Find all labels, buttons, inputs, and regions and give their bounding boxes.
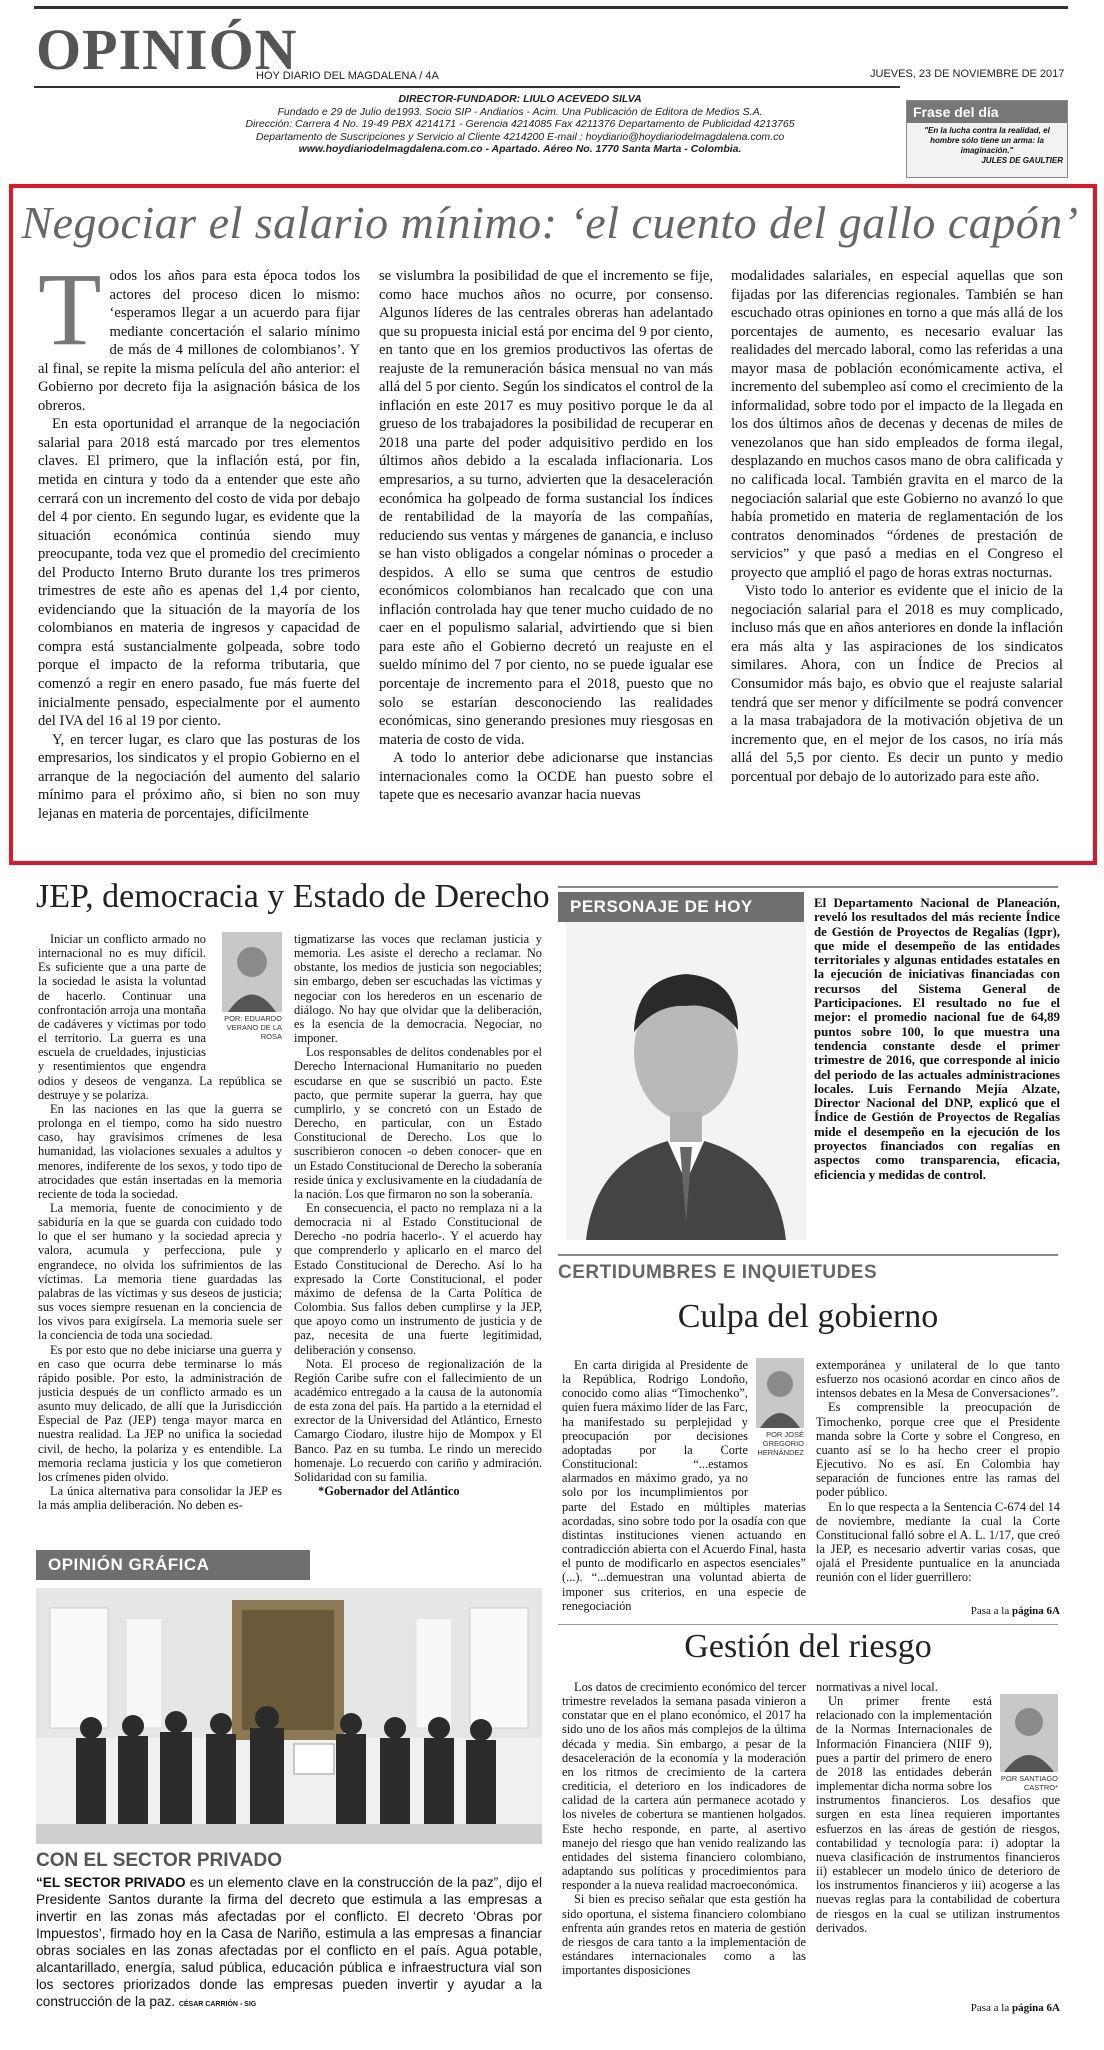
personaje-paragraph: El Departamento Nacional de Planeación, reveló los resultados del más reciente Índice de Gestión de Proyectos de Regalías (Igpr), que mide el desempeño de las entidades territoriales y algunas entidades estatales en la ejecución de iniciativas financiadas con recursos del Sistema General de Participaciones. El resultado no fue el mejor: el promedio nacional fue de 64,89 puntos sobre 100, lo que muestra una tendencia constante desde el primer trimestre de 2016, que corresponde al inicio del periodo de las actuales administraciones locales. Luis Fernando Mejía Alzate, Director Nacional del DNP, explicó que el Índice de Gestión de Proyectos de Regalías mide el desempeño en la ejecución de los proyectos financiados con regalías en aspectos como transparencia, eficacia, eficiencia y medidas de control. [814, 896, 1060, 1182]
editorial-paragraph: Y, en tercer lugar, es claro que las posturas de los empresarios, los sindicatos y el propio Gobierno en el arranque de la negociación del aumento del salario mínimo para el próximo año, si bien no son muy lejanas en materia de porcentajes, difícilmente [38, 731, 360, 822]
masthead [150, 93, 890, 156]
grafica-photo [36, 1588, 542, 1844]
pasa-page: página 6A [1012, 1605, 1060, 1617]
frase-text [907, 123, 1067, 169]
frase-author: JULES DE GAULTIER [981, 156, 1063, 165]
jep-paragraph: La memoria, fuente de conocimiento y de sabiduría en la que se guarda con cuidado todo lo que el ser humano y la sociedad aprecia y valora, acumula y perfecciona, pule y engrandece, no olvida los sufrimientos de las víctimas. La memoria tiene guardadas las palabras de las víctimas y sus deseos de justicia; sus voces siempre resuenan en la conciencia de los vivos para exigírsela. La memoria suele ser la conciencia de toda una sociedad. [38, 1200, 282, 1343]
masthead-line: Fundado e 29 de Julio de1993. Socio SIP - Andiarios - Acim. Una Publicación de Editora de Medios S.A. [277, 105, 763, 118]
jep-byline: POR: EDUARDO VERANO DE LA ROSA [224, 1014, 282, 1041]
jep-paragraph: tigmatizarse las voces que reclaman justicia y memoria. Les asiste el derecho a reclamar. No obstante, los medios de justicia son negociables; sin embargo, deben ser escuchadas las víctimas y negociar con los herederos en un escenario de diálogo. No hay que olvidar que la deliberación, es la esencia de la democracia. Negociar, no imponer. [294, 932, 542, 1046]
jep-col-2 [294, 932, 542, 1532]
grafica-caption [36, 1874, 542, 2013]
editorial-paragraph: modalidades salariales, en especial aquellas que son fijadas por las diferencias regionales. También se han escuchado otras opiniones en torno a que más allá de los porcentajes de aumento, es necesario evaluar las realidades del mercado laboral, como las referidas a una mayor masa de población económicamente activa, el incremento del subempleo así como el crecimiento de la informalidad, sobre todo por el impacto de la llegada en los dos últimos años de decenas y decenas de miles de venezolanos que han sido empleados de forma ilegal, desplazando en muchos casos mano de obra calificada y no calificada local. También gravita en el marco de la negociación salarial que este Gobierno no avanzó lo que había prometido en materia de reglamentación de los contratos denominados “órdenes de prestación de servicios” y que pasó a medias en el Congreso el proyecto que amplió el pago de horas extras nocturnas. [731, 268, 1063, 581]
certidumbres-photo-spacer [748, 1358, 806, 1486]
riesgo-paragraph: normativas a nivel local. [816, 1680, 938, 1694]
riesgo-paragraph: Si bien es preciso señalar que esta gestión ha sido oportuna, el sistema financiero colombiano enfrenta aún grandes retos en materia de gestión de riesgos de cara tanto a la implementación de estándares internacionales como a las importantes disposiciones [562, 1892, 806, 1978]
date: JUEVES, 23 DE NOVIEMBRE DE 2017 [870, 68, 1065, 80]
pasa-page: página 6A [1012, 2002, 1060, 2014]
grafica-caption-title: CON EL SECTOR PRIVADO [36, 1850, 282, 1871]
grafica-header: OPINIÓN GRÁFICA [36, 1550, 310, 1580]
editorial-col-2 [379, 267, 713, 847]
editorial-paragraph [38, 267, 360, 415]
paper-page: HOY DIARIO DEL MAGDALENA / 4A [256, 70, 439, 82]
certidumbres-pasa[interactable] [816, 1605, 1060, 1617]
editorial-dropcap: T [38, 267, 102, 367]
riesgo-col-2 [816, 1680, 1060, 1996]
jep-paragraph: En las naciones en las que la guerra se prolonga en el tiempo, como ha sido nuestro caso, hay gravísimos crímenes de lesa humanidad, las violaciones sexuales a adultos y menores, indiferente de los sexos, y todo tipo de atrocidades que están insertadas en la memoria reciente de toda la sociedad. [38, 1101, 282, 1201]
jep-col-1 [38, 932, 282, 1542]
editorial-paragraph: se vislumbra la posibilidad de que el incremento se fije, como hace muchos años no ocurre, por consenso. Algunos líderes de las centrales obreras han adelantado que su propuesta inicial está por encima del 9 por ciento, en tanto que en los gremios productivos las ofertas de reajuste de la remuneración básica mensual no van más allá del 5 por ciento. Según los sindicatos el control de la inflación en este 2017 es muy positivo porque le da al grueso de los trabajadores la posibilidad de recuperar en 2018 una parte del poder adquisitivo perdido en los últimos años debido a la escalada inflacionaria. Los empresarios, a su turno, advierten que la desaceleración económica ha golpeado de forma sustancial los índices de rentabilidad de la mayoría de las compañías, reduciendo sus ventas y márgenes de ganancia, e incluso se han visto obligados a congelar nóminas o proceder a despidos. A ello se suma que centros de estudio económicos colombianos han recalcado que con una inflación controlada hay que tener mucho cuidado de no caer en el populismo salarial, advirtiendo que si bien para este año el Gobierno decretó un reajuste en el sueldo mínimo del 7 por ciento, no se puede igualar ese porcentaje de incremento para el 2018, puesto que no solo se estarían desconociendo las realidades económicas, sino generando presiones muy riesgosas en materia de costo de vida. [379, 268, 713, 748]
personaje-text [814, 896, 1060, 1236]
jep-paragraph: La única alternativa para consolidar la JEP es la más amplia deliberación. No deben es- [38, 1484, 282, 1513]
certidumbres-paragraph: En carta dirigida al Presidente de la República, Rodrigo Londoño, conocido como alias “Timochenko”, quien fuera máximo líder de las Farc, ha manifestado su perplejidad y preocupación por decisiones adoptadas por la Corte Constitucional: “...estamos alarmados en máximo grado, ya no solo por los incumplimientos por parte del Estado en múltiples materias acordadas, sino sobre todo por la osadía con que distintas instituciones vienen actuando en contradicción abierta con el Acuerdo Final, hasta el punto de modificarlo en aspectos esenciales” (...). “...demuestran una voluntad abierta de imponer sus criterios, en una especie de renegociación [562, 1358, 806, 1613]
ceremony-photo-icon [36, 1588, 542, 1844]
certidumbres-rule [558, 1254, 1058, 1256]
certidumbres-paragraph: Es comprensible la preocupación de Timochenko, porque cree que el Presidente manda sobre la Corte y sobre el Congreso, en cuanto así se lo ha hecho creer el propio Ejecutivo. No es así. En Colombia hay separación de funciones entre las ramas del poder público. [816, 1400, 1060, 1500]
editorial-col-1 [38, 267, 360, 847]
personaje-header: PERSONAJE DE HOY [558, 892, 804, 922]
certidumbres-kicker: CERTIDUMBRES E INQUIETUDES [558, 1262, 878, 1283]
jep-footnote: *Gobernador del Atlántico [318, 1484, 460, 1499]
masthead-line: www.hoydiariodelmagdalena.com.co - Apartado. Aéreo No. 1770 Santa Marta - Colombia. [298, 143, 742, 155]
editorial-title: Negociar el salario mínimo: ‘el cuento del gallo capón’ [21, 197, 1079, 248]
pasa-prefix: Pasa a la [970, 1605, 1010, 1617]
riesgo-col-1 [562, 1680, 806, 2020]
pasa-prefix: Pasa a la [970, 2002, 1010, 2014]
editorial-paragraph: En esta oportunidad el arranque de la negociación salarial para 2018 está marcado por tres elementos claves. El primero, que la inflación está, por fin, metida en cintura y todo da a entender que este año cerrará con un incremento del costo de vida por debajo del 4 por ciento. En segundo lugar, es evidente que la situación económica continúa siendo muy preocupante, toda vez que el promedio del crecimiento del Producto Interno Bruto durante los tres primeros trimestres de este año es apenas del 1,4 por ciento, evidenciando que la situación de la mayoría de los colombianos en materia de ingresos y capacidad de compra está sustancialmente golpeada, sobre todo porque el impacto de la reforma tributaria, que comenzó a regir en enero pasado, fue más fuerte del inicialmente pensado, especialmente por el aumento del IVA del 16 al 19 por ciento. [38, 416, 360, 730]
jep-paragraph: En consecuencia, el pacto no remplaza ni a la democracia ni al Estado Constitucional de Derecho -no podría hacerlo-. Y el acuerdo hay que comprenderlo y aplicarlo en el marco del Estado Constitucional de Derecho. Así lo ha expresado la Corte Constitucional, el poder máximo de defensa de la Carta Política de Colombia. Sus fallos deben cumplirse y la JEP, que apoyo como un instrumento de justicia y de paz, necesita de una fuerte legitimidad, deliberación y consenso. [294, 1200, 542, 1357]
frase-quote: "En la lucha contra la realidad, el hombre sólo tiene un arma: la imaginación." [924, 126, 1050, 155]
riesgo-paragraph: Un primer frente está relacionado con la implementación de la Normas Internacionales de Información Financiera (NIIF 9), pues a partir del primero de enero de 2018 las entidades deberán implementar dicha norma sobre los instrumentos financieros. Los desafíos que surgen en esta línea requieren importantes esfuerzos en las áreas de gestión de riesgos, contabilidad y tecnología para: i) adoptar la nueva clasificación de instrumentos financieros ii) establecer un modelo único de deterioro de los instrumentos financieros y iii) acogerse a las nuevas reglas para la contabilidad de cobertura de riesgos en la cual se utilizan instrumentos derivados. [816, 1694, 1060, 1935]
riesgo-rule [558, 1624, 1058, 1625]
jep-paragraph: Los responsables de delitos condenables por el Derecho Internacional Humanitario no pueden escudarse en que se suscribió un pacto. Este pacto, que permite superar la guerra, hay que cumplirlo, y se concretó con un Estado de Derecho, en particular, con un Estado Constitucional de Derecho. Los que lo suscribieron conocen -o deben conocer- que en un Estado Constitucional de Derecho la soberanía reside única y exclusivamente en la ciudadanía de la nación. Los que firmaron no son la soberanía. [294, 1045, 542, 1201]
personaje-photo [566, 922, 806, 1240]
jep-photo-spacer [206, 932, 282, 1070]
grafica-caption-text: es un elemento clave en la construcción de la paz”, dijo el Presidente Santos durante la firma del decreto que estimula a las empresas a invertir en las zonas más afectadas por el conflicto. El decreto ‘Obras por Impuestos’, firmado hoy en la Casa de Nariño, estimula a las empresas a financiar obras sociales en las zonas afectadas por el conflicto en el país. Agua potable, alcantarillado, energía, salud pública, educación pública e infraestructura vial son los sectores priorizados donde las empresas pueden invertir y ayudar a la construcción de la paz. [36, 1875, 542, 2009]
editorial-text: odos los años para esta época todos los actores del proceso dicen lo mismo: ‘esperamos llegar a un acuerdo para fijar mediante concertación el salario mínimo de más de 4 millones de colombianos’. Y al final, se repite la misma película del año anterior: el Gobierno por decreto fija la asignación básica de los obreros. [38, 268, 360, 414]
certidumbres-byline: POR JOSÉ GREGORIO HERNÁNDEZ [757, 1430, 804, 1457]
certidumbres-col-2 [816, 1358, 1060, 1598]
personaje-rule [558, 886, 1058, 888]
jep-title: JEP, democracia y Estado de Derecho [36, 878, 550, 915]
editorial-col-3 [731, 267, 1063, 847]
masthead-line: Dirección: Carrera 4 No. 19-49 PBX 4214171 - Gerencia 4214085 Fax 4211376 Departamento de Publicidad 4213765 [245, 118, 795, 130]
jep-paragraph: Iniciar un conflicto armado no internacional no es muy difícil. Es suficiente que a una parte de la sociedad le asista la voluntad de hacerlo. Continuar una confrontación arroja una montaña de cadáveres y víctimas por todo el territorio. La guerra es una escuela de crueldades, injusticias y resentimientos que engendra odios y deseos de venganza. La república se destruye y se polariza. [38, 932, 282, 1102]
portrait-icon [566, 922, 806, 1240]
riesgo-paragraph: Los datos de crecimiento económico del tercer trimestre revelados la semana pasada vinieron a constatar que en el plano económico, el 2017 ha sido uno de los años más complejos de la última década y media. Sin embargo, a pesar de la desaceleración de la economía y la moderación en los ritmos de crecimiento de la cartera crediticia, el deterioro en los indicadores de calidad de la cartera aún permanece acotado y los niveles de cobertura se mantienen holgados. Este hecho responde, en parte, al asertivo manejo del riesgo que han venido realizando las entidades del sistema financiero colombiano, adaptando sus políticas y procedimientos para responder a la nueva realidad macroeconómica. [562, 1680, 806, 1893]
jep-paragraph: Nota. El proceso de regionalización de la Región Caribe sufre con el fallecimiento de un académico entregado a la causa de la autonomía de esta zona del país. Ha partido a la eternidad el exrector de la Universidad del Atlántico, Ernesto Camargo Ciodaro, ilustre hijo de Mompox y El Banco. Paz en su tumba. Le rindo un merecido homenaje. Lo recuerdo con cariño y admiración. Solidaridad con su familia. [294, 1356, 542, 1484]
header-rule [34, 86, 900, 88]
top-rule [34, 6, 1068, 9]
masthead-director: DIRECTOR-FUNDADOR: LIULO ACEVEDO SILVA [398, 93, 642, 105]
certidumbres-paragraph: extemporánea y unilateral de lo que tanto esfuerzo nos ocasionó acordar en cinco años de intensos debates en la Mesa de Conversaciones”. [816, 1358, 1060, 1401]
riesgo-pasa[interactable] [816, 2002, 1060, 2014]
section-title: OPINIÓN [36, 17, 298, 82]
certidumbres-paragraph: En lo que respecta a la Sentencia C-674 del 14 de noviembre, mediante la cual la Corte Constitucional falló sobre el A. L. 1/17, que creó la JEP, es necesario advertir varias cosas, que ojalá el Presidente puntualice en la anunciada reunión con el líder guerrillero: [816, 1499, 1060, 1585]
grafica-caption-quote: “EL SECTOR PRIVADO [36, 1875, 186, 1890]
grafica-credit: CÉSAR CARRIÓN - SIG [178, 2001, 257, 2008]
riesgo-photo-spacer [992, 1680, 1060, 1792]
masthead-line: Departamento de Suscripciones y Servicio al Cliente 4214200 E-mail : hoydiario@hoydiariodelmagdalena.com.co [255, 130, 785, 143]
certidumbres-title: Culpa del gobierno [677, 1298, 939, 1335]
editorial-paragraph: Visto todo lo anterior es evidente que el inicio de la negociación salarial para el 2018 es muy complicado, incluso más que en años anteriores en donde la inflación era más alta y las aspiraciones de los sindicatos similares. Ahora, con un Índice de Precios al Consumidor más bajo, es obvio que el reajuste salarial tendrá que ser menor y difícilmente se podrá convencer a la masa trabajadora de la motivación objetiva de un incremento que, en el mejor de los casos, no iría más allá del 5,5 por ciento. Es decir un punto y medio porcentual por debajo de lo autorizado para este año. [731, 583, 1063, 785]
frase-title: Frase del día [907, 101, 1067, 123]
editorial-paragraph: A todo lo anterior debe adicionarse que instancias internacionales como la OCDE han puesto sobre el tapete que es necesario avanzar hacia nuevas [379, 750, 713, 804]
certidumbres-col-1 [562, 1358, 806, 1648]
jep-paragraph: Es por esto que no debe iniciarse una guerra y en caso que ocurra debe terminarse lo más rápido posible. Por esto, la administración de justicia después de un conflicto armado es un asunto muy delicado, de allí que la Jurisdicción Especial de Paz (JEP) tenga mayor marca en nuestra realidad. La JEP no unifica la sociedad civil, de hecho, la polariza y es entendible. La memoria reclama justicia y los que cometieron los crímenes piden olvido. [38, 1342, 282, 1484]
riesgo-title: Gestión del riesgo [684, 1628, 932, 1665]
frase-del-dia [906, 100, 1068, 178]
riesgo-byline: POR SANTIAGO CASTRO* [1000, 1774, 1058, 1792]
